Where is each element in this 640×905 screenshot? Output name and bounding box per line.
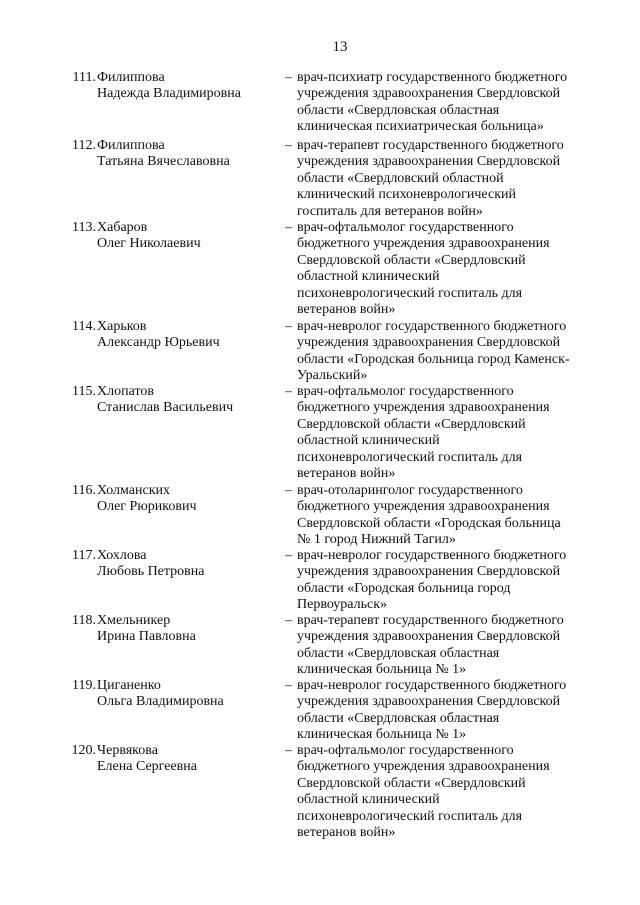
item-number: 119. <box>72 678 96 693</box>
position-description <box>297 743 599 841</box>
surname: Червякова <box>97 743 158 758</box>
dash-separator: – <box>285 548 292 563</box>
description-line: № 1 город Нижний Тагил» <box>297 532 456 548</box>
description-line: области «Свердловский областной <box>297 170 504 186</box>
description-line: врач-терапевт государственного бюджетного <box>297 138 564 153</box>
surname: Холманских <box>97 483 171 498</box>
description-line: Первоуральск» <box>297 597 388 613</box>
given-names: Станислав Васильевич <box>97 400 234 416</box>
dash-separator: – <box>285 384 292 399</box>
description-line: областной клинический <box>297 792 440 808</box>
given-names: Олег Рюрикович <box>97 499 197 515</box>
item-number: 120. <box>71 743 96 758</box>
description-line: врач-невролог государственного бюджетного <box>297 548 567 563</box>
person-name <box>97 138 277 171</box>
description-line: ветеранов войн» <box>297 466 396 482</box>
person-name <box>97 319 277 352</box>
description-line: врач-терапевт государственного бюджетного <box>297 613 564 628</box>
description-line: врач-офтальмолог государственного <box>297 384 514 399</box>
description-line: психоневрологический госпиталь для <box>297 285 523 301</box>
surname: Филиппова <box>97 70 165 85</box>
dash-separator: – <box>285 319 292 334</box>
surname: Хлопатов <box>97 384 154 399</box>
item-number: 111. <box>72 70 96 85</box>
person-name <box>97 678 277 711</box>
description-line: клиническая больница № 1» <box>297 662 467 678</box>
description-line: Свердловской области «Свердловский <box>297 252 526 268</box>
description-line: бюджетного учреждения здравоохранения <box>297 759 550 775</box>
description-line: врач-отоларинголог государственного <box>297 483 523 498</box>
given-names: Ирина Павловна <box>97 629 196 645</box>
dash-separator: – <box>285 483 292 498</box>
description-line: области «Городская больница город Каменск- <box>297 351 570 367</box>
description-line: учреждения здравоохранения Свердловской <box>297 564 561 580</box>
dash-separator: – <box>285 613 292 628</box>
description-line: врач-офтальмолог государственного <box>297 743 514 758</box>
dash-separator: – <box>285 70 292 85</box>
description-line: области «Свердловская областная <box>297 102 500 118</box>
item-number: 118. <box>72 613 96 628</box>
item-number: 113. <box>72 220 96 235</box>
description-line: области «Городская больница город <box>297 580 511 596</box>
given-names: Ольга Владимировна <box>97 694 224 710</box>
given-names: Надежда Владимировна <box>97 86 241 102</box>
item-number: 117. <box>72 548 96 563</box>
item-number: 112. <box>72 138 96 153</box>
description-line: госпиталь для ветеранов войн» <box>297 203 483 219</box>
surname: Хабаров <box>97 220 148 235</box>
description-line: областной клинический <box>297 433 440 449</box>
description-line: врач-невролог государственного бюджетного <box>297 678 567 693</box>
surname: Хмельникер <box>97 613 171 628</box>
item-number: 114. <box>72 319 96 334</box>
surname: Циганенко <box>97 678 161 693</box>
description-line: клиническая больница № 1» <box>297 727 467 743</box>
given-names: Любовь Петровна <box>97 564 205 580</box>
description-line: психоневрологический госпиталь для <box>297 808 523 824</box>
description-line: бюджетного учреждения здравоохранения <box>297 499 550 515</box>
description-line: психоневрологический госпиталь для <box>297 449 523 465</box>
description-line: области «Свердловская областная <box>297 710 500 726</box>
item-number: 115. <box>72 384 96 399</box>
given-names: Елена Сергеевна <box>97 759 197 775</box>
person-name <box>97 483 277 516</box>
person-name <box>97 70 277 103</box>
page-number: 13 <box>332 39 348 55</box>
surname: Хохлова <box>97 548 147 563</box>
description-line: учреждения здравоохранения Свердловской <box>297 629 561 645</box>
position-description <box>297 613 599 679</box>
surname: Харьков <box>97 319 147 334</box>
dash-separator: – <box>285 138 292 153</box>
surname: Филиппова <box>97 138 165 153</box>
description-line: клиническая психиатрическая больница» <box>297 119 544 135</box>
person-name <box>97 220 277 253</box>
description-line: Свердловской области «Городская больница <box>297 515 561 531</box>
description-line: учреждения здравоохранения Свердловской <box>297 694 561 710</box>
description-line: бюджетного учреждения здравоохранения <box>297 236 550 252</box>
given-names: Татьяна Вячеславовна <box>97 154 230 170</box>
position-description <box>297 319 599 385</box>
person-name <box>97 613 277 646</box>
position-description <box>297 678 599 744</box>
position-description <box>297 548 599 614</box>
description-line: Свердловской области «Свердловский <box>297 416 526 432</box>
description-line: врач-невролог государственного бюджетного <box>297 319 567 334</box>
position-description <box>297 138 599 220</box>
description-line: области «Свердловская областная <box>297 645 500 661</box>
description-line: учреждения здравоохранения Свердловской <box>297 154 561 170</box>
position-description <box>297 220 599 318</box>
description-line: Свердловской области «Свердловский <box>297 775 526 791</box>
person-name <box>97 743 277 776</box>
description-line: бюджетного учреждения здравоохранения <box>297 400 550 416</box>
position-description <box>297 483 599 549</box>
dash-separator: – <box>285 743 292 758</box>
description-line: областной клинический <box>297 269 440 285</box>
description-line: врач-офтальмолог государственного <box>297 220 514 235</box>
person-name <box>97 384 277 417</box>
dash-separator: – <box>285 678 292 693</box>
item-number: 116. <box>72 483 96 498</box>
description-line: учреждения здравоохранения Свердловской <box>297 86 561 102</box>
position-description <box>297 70 599 136</box>
description-line: ветеранов войн» <box>297 302 396 318</box>
description-line: учреждения здравоохранения Свердловской <box>297 335 561 351</box>
person-name <box>97 548 277 581</box>
description-line: клинический психоневрологический <box>297 187 516 203</box>
given-names: Александр Юрьевич <box>97 335 220 351</box>
position-description <box>297 384 599 482</box>
description-line: ветеранов войн» <box>297 825 396 841</box>
description-line: Уральский» <box>297 368 368 384</box>
given-names: Олег Николаевич <box>97 236 201 252</box>
description-line: врач-психиатр государственного бюджетного <box>297 70 568 85</box>
dash-separator: – <box>285 220 292 235</box>
